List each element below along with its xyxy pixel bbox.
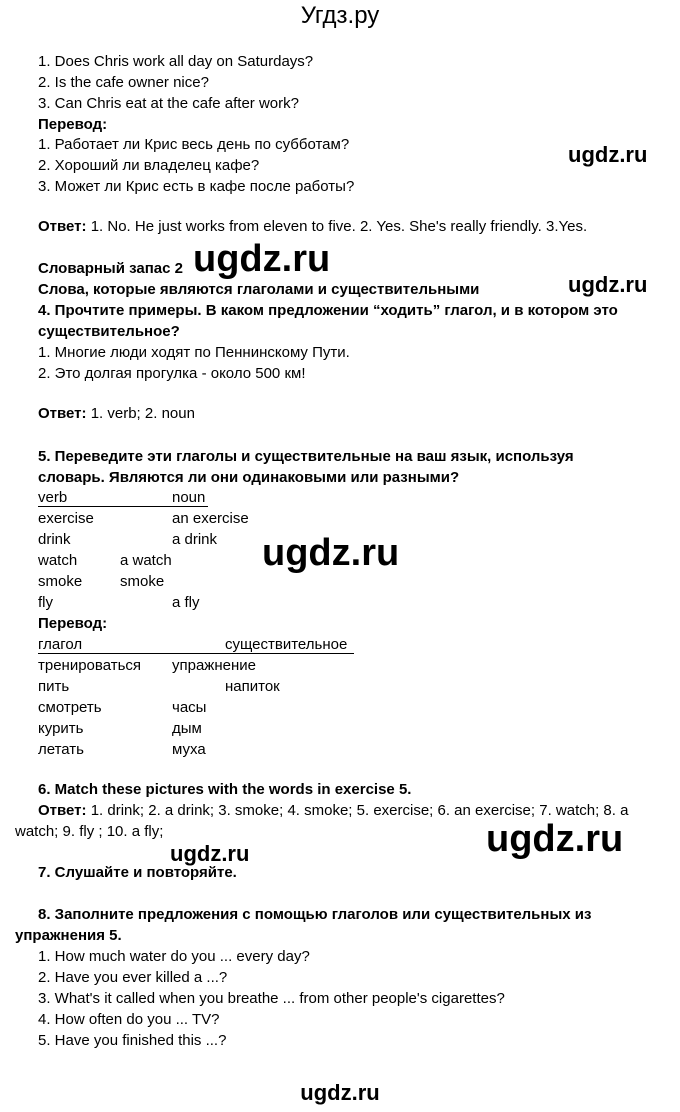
- verb-cell: fly: [38, 594, 53, 611]
- footer-watermark: ugdz.ru: [300, 1080, 380, 1105]
- translation-3: 3. Может ли Крис есть в кафе после работы?: [38, 178, 355, 195]
- verb-cell: drink: [38, 531, 71, 548]
- translation-1: 1. Работает ли Крис весь день по субботам?: [38, 136, 350, 153]
- task4-heading-line2: существительное?: [38, 323, 180, 340]
- task6-answer-line2: watch; 9. fly ; 10. a fly;: [15, 823, 164, 840]
- task8-item-1: 1. How much water do you ... every day?: [38, 948, 310, 965]
- watermark: ugdz.ru: [568, 142, 648, 167]
- question-3: 3. Can Chris eat at the cafe after work?: [38, 95, 299, 112]
- answer-text: 1. No. He just works from eleven to five. 2. Yes. She's really friendly. 3.Yes.: [86, 218, 588, 235]
- question-1: 1. Does Chris work all day on Saturdays?: [38, 53, 314, 70]
- watermark: ugdz.ru: [486, 818, 624, 860]
- noun-cell: a watch: [120, 552, 172, 569]
- task8-heading-line2: упражнения 5.: [15, 927, 122, 944]
- task8-item-3: 3. What's it called when you breathe ... from other people's cigarettes?: [38, 990, 505, 1007]
- task7-heading: 7. Слушайте и повторяйте.: [38, 864, 237, 881]
- translation-2: 2. Хороший ли владелец кафе?: [38, 157, 260, 174]
- task4-heading-line1: 4. Прочтите примеры. В каком предложении “ходить” глагол, и в котором это: [38, 302, 618, 319]
- vocab-heading: Словарный запас 2: [38, 260, 183, 277]
- task4-item-2: 2. Это долгая прогулка - около 500 км!: [38, 365, 306, 382]
- noun-cell: муха: [172, 741, 206, 758]
- answer-text: 1. drink; 2. a drink; 3. smoke; 4. smoke; 5. exercise; 6. an exercise; 7. watch; 8. a: [86, 802, 629, 819]
- question-2: 2. Is the cafe owner nice?: [38, 74, 209, 91]
- watermark: ugdz.ru: [568, 272, 648, 297]
- noun-cell: напиток: [225, 678, 280, 695]
- noun-cell: an exercise: [172, 510, 249, 527]
- col-header-verb: verb: [38, 489, 68, 506]
- answer-label: Ответ:: [38, 802, 87, 819]
- verb-cell: тренироваться: [38, 657, 142, 674]
- noun-cell: smoke: [120, 573, 165, 590]
- verb-cell: smoke: [38, 573, 83, 590]
- noun-cell: a drink: [172, 531, 218, 548]
- verb-cell: смотреть: [38, 699, 102, 716]
- task8-item-2: 2. Have you ever killed a ...?: [38, 969, 228, 986]
- verb-cell: пить: [38, 678, 70, 695]
- answer-label: Ответ:: [38, 218, 87, 235]
- col-header-noun: noun: [172, 489, 206, 506]
- header-underline: [38, 653, 354, 654]
- task8-item-4: 4. How often do you ... TV?: [38, 1011, 220, 1028]
- verb-cell: watch: [38, 552, 78, 569]
- task5-heading-line1: 5. Переведите эти глаголы и существительные на ваш язык, используя: [38, 448, 574, 465]
- col-header-noun-ru: существительное: [225, 636, 348, 653]
- task4-answer: [38, 405, 195, 423]
- watermark: ugdz.ru: [262, 532, 400, 574]
- site-title: Угдз.ру: [300, 2, 380, 29]
- answer-1: [38, 218, 587, 236]
- noun-cell: упражнение: [172, 657, 256, 674]
- task6-heading: 6. Match these pictures with the words in exercise 5.: [38, 781, 412, 798]
- verb-cell: летать: [38, 741, 84, 758]
- verb-cell: курить: [38, 720, 84, 737]
- answer-label: Ответ:: [38, 405, 87, 422]
- answer-text: 1. verb; 2. noun: [86, 405, 195, 422]
- translation-label: Перевод:: [38, 615, 108, 632]
- watermark: ugdz.ru: [193, 238, 331, 280]
- task8-item-5: 5. Have you finished this ...?: [38, 1032, 227, 1049]
- noun-cell: дым: [172, 720, 202, 737]
- watermark: ugdz.ru: [170, 841, 250, 866]
- translation-label: Перевод:: [38, 116, 108, 133]
- col-header-verb-ru: глагол: [38, 636, 83, 653]
- noun-cell: a fly: [172, 594, 200, 611]
- task8-heading-line1: 8. Заполните предложения с помощью глаголов или существительных из: [38, 906, 592, 923]
- verb-cell: exercise: [38, 510, 94, 527]
- noun-cell: часы: [172, 699, 207, 716]
- header-underline: [38, 506, 208, 507]
- task4-item-1: 1. Многие люди ходят по Пеннинскому Пути.: [38, 344, 350, 361]
- task5-heading-line2: словарь. Являются ли они одинаковыми или разными?: [38, 469, 460, 486]
- vocab-subheading: Слова, которые являются глаголами и существительными: [38, 281, 480, 298]
